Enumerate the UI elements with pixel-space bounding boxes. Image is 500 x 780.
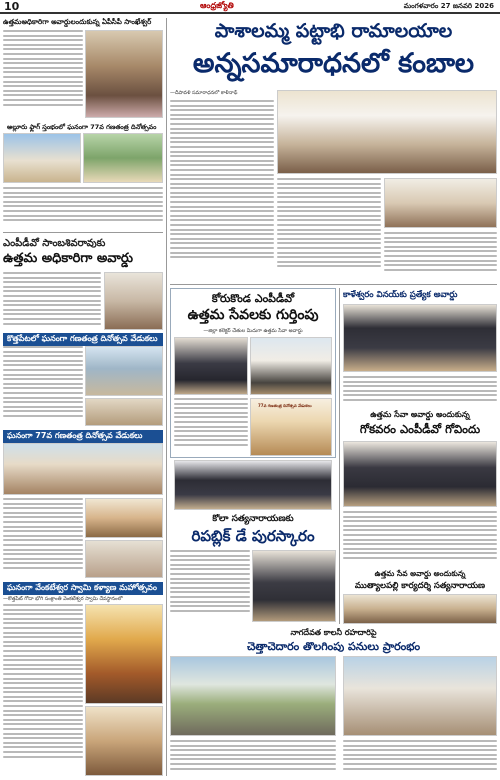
photo-school-event [85,498,163,538]
satyanarayana-heading-line2: ముత్యాలపల్లి కార్యదర్శి సత్యనారాయణ [354,581,486,591]
masthead: ఆంధ్రజ్యోతి [200,1,234,10]
article-4-body [3,346,83,426]
right-article-body [343,376,497,406]
page-number: 10 [4,0,20,13]
main-article-body-2 [277,178,381,280]
bottom-right-body [343,740,497,776]
article-6-body [3,604,83,776]
main-heading-line1: పాశాలమ్మ పట్టాభి రామాలయాల [214,20,453,42]
photo-award-stage [250,337,332,395]
satyanarayana-heading-line1: ఉత్తమ సేవ అవార్డు అందుకున్న [374,569,466,578]
gokavaram-heading-line1: ఉత్తమ సేవా అవార్డు అందుకున్న [370,410,470,419]
photo-colony-road [343,656,497,736]
photo-gokavaram-award [343,441,497,507]
gokavaram-heading-line2: గోకవరం ఎంపీడీవో గోవిందు [359,422,481,436]
republic-heading-line1: కోలా సత్యనారాయణకు [212,514,294,524]
photo-temple-priests [384,178,497,228]
gokavaram-article-body [343,511,497,567]
divider [170,284,497,285]
article-5-heading: ఘనంగా 77వ గణతంత్ర దినోత్సవ వేడుకలు [3,430,163,443]
photo-satyanarayana-award [252,550,336,622]
main-heading-line2: అన్నసమారాధనలో కంబాల [192,48,475,79]
main-subheading: —దీపావళి సమారాధనలో కాళీనాథ్ [170,90,238,96]
photo-award-ceremony-1 [85,30,163,118]
photo-kaleshwaram-award [343,304,497,372]
photo-collector-award [174,337,248,395]
main-article-body-1 [170,100,274,280]
article-4-heading: కొత్తపేటలో ఘనంగా గణతంత్ర దినోత్సవ వేడుకలు [3,333,163,346]
photo-devotees [85,706,163,776]
center-article-body [174,398,248,456]
center-subheading: —జిల్లా కలెక్టర్ చేతుల మీదుగా ఉత్తమ సేవా అవార్డు [203,328,303,334]
photo-officials-group [174,460,332,510]
photo-kothapeta-celebration [85,346,163,396]
photo-students [85,398,163,426]
column-divider-right [339,288,340,624]
article-6-subheading: —కొత్తపేట్ గోదా భోగి సంక్రాంతి వెంకటేశ్వర స్వామి దేవస్థానంలో [3,596,123,602]
right-heading: కాళేశ్వరం వినయ్‌కు ప్రత్యేక అవార్డు [343,290,458,300]
center-heading-line1: కోరుకొండ ఎంపీడీవో [211,292,295,305]
article-3-heading-line2: ఉత్తమ అధికారిగా అవార్డు [3,251,134,266]
column-divider-left [166,18,167,776]
photo-school-children [83,133,163,183]
republic-article-body [170,550,250,622]
road-heading-line1: నాగదేవత కాలనీ రహదారిపై [290,628,377,637]
article-2-heading: అల్లూరు ఫ్లాగ్ స్తంభంలో ఘనంగా 77వ గణతంత్ర దినోత్సవం [7,123,157,131]
photo-secretary-award [343,594,497,624]
main-article-body-3 [384,232,497,280]
photo-road-cleaning [170,656,336,736]
photo-annadanam [277,90,497,174]
article-3-body [3,272,101,330]
article-1-heading: ఉత్తమఅధికారిగా అవార్డులందుకున్న ఏపీసీపీ సాంఖేశ్వర్ [3,18,152,26]
photo-gathering [3,443,163,495]
photo-temple-kalyanam [85,604,163,704]
photo-officials [85,540,163,578]
road-article-body [170,740,336,776]
page-date: మంగళవారం 27 జనవరి 2026 [403,2,494,10]
article-1-body [3,30,83,110]
republic-heading-line2: రిపబ్లిక్ డే పురస్కారం [191,527,315,545]
article-3-heading-line1: ఎంపీడీవో సాంబశివరావుకు [3,238,106,249]
article-6-heading: ఘనంగా వేంకటేశ్వర స్వామి కళ్యాణ మహోత్సవం [3,582,163,595]
photo-flag-hoisting [3,133,81,183]
photo-banner-caption: 77వ గణతంత్ర దినోత్సవ వేడుకలు [258,403,312,408]
page-header [0,0,500,14]
photo-mpdo-award [104,272,163,330]
article-2-body [3,187,163,227]
article-5-body [3,498,83,578]
center-heading-line2: ఉత్తమ సేవలకు గుర్తింపు [187,307,319,323]
divider [3,232,163,233]
road-heading-line2: చెత్తాచెదారం తొలగింపు పనులు ప్రారంభం [246,640,421,653]
